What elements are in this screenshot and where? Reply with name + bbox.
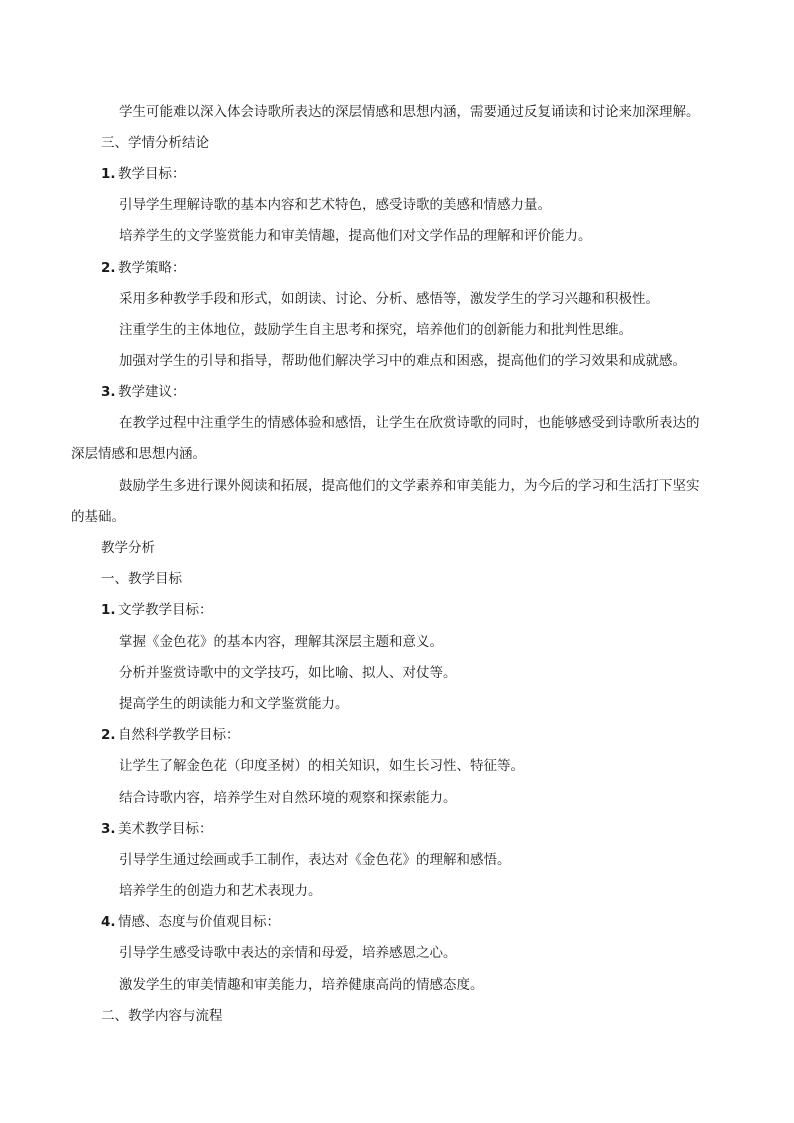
paragraph: 掌握《金色花》的基本内容，理解其深层主题和意义。 [119, 634, 443, 650]
paragraph: 加强对学生的引导和指导，帮助他们解决学习中的难点和困惑，提高他们的学习效果和成就感。 [119, 353, 686, 369]
numbered-heading [0, 258, 794, 278]
numbered-heading [0, 819, 794, 839]
paragraph: 让学生了解金色花（印度圣树）的相关知识，如生长习性、特征等。 [119, 758, 524, 774]
paragraph: 引导学生通过绘画或手工制作，表达对《金色花》的理解和感悟。 [119, 852, 511, 868]
paragraph: 培养学生的创造力和艺术表现力。 [119, 883, 322, 899]
numbered-heading [0, 725, 794, 745]
list-number: 3. [101, 384, 116, 400]
paragraph: 激发学生的审美情趣和审美能力，培养健康高尚的情感态度。 [119, 977, 484, 993]
paragraph: 在教学过程中注重学生的情感体验和感悟，让学生在欣赏诗歌的同时，也能够感受到诗歌所表达的 [119, 415, 700, 431]
paragraph: 分析并鉴赏诗歌中的文学技巧，如比喻、拟人、对仗等。 [119, 665, 457, 681]
paragraph: 学生可能难以深入体会诗歌所表达的深层情感和思想内涵，需要通过反复诵读和讨论来加深理解。 [119, 104, 700, 120]
numbered-heading [0, 912, 794, 932]
list-number: 2. [101, 260, 116, 276]
list-number: 4. [101, 914, 116, 930]
list-heading-text: 教学建议： [118, 384, 186, 400]
numbered-heading [0, 164, 794, 184]
section-heading: 二、教学内容与流程 [101, 1008, 223, 1024]
numbered-heading [0, 600, 794, 620]
list-heading-text: 教学目标： [118, 166, 186, 182]
list-number: 1. [101, 602, 116, 618]
paragraph: 提高学生的朗读能力和文学鉴赏能力。 [119, 696, 349, 712]
list-heading-text: 美术教学目标： [118, 821, 213, 837]
paragraph-continuation: 的基础。 [71, 509, 125, 525]
numbered-heading [0, 382, 794, 402]
paragraph: 注重学生的主体地位，鼓励学生自主思考和探究，培养他们的创新能力和批判性思维。 [119, 322, 632, 338]
paragraph: 引导学生感受诗歌中表达的亲情和母爱，培养感恩之心。 [119, 945, 457, 961]
section-heading: 教学分析 [101, 540, 155, 556]
list-heading-text: 情感、态度与价值观目标： [118, 914, 280, 930]
paragraph: 采用多种教学手段和形式，如朗读、讨论、分析、感悟等，激发学生的学习兴趣和积极性。 [119, 291, 659, 307]
paragraph: 引导学生理解诗歌的基本内容和艺术特色，感受诗歌的美感和情感力量。 [119, 197, 551, 213]
section-heading: 三、学情分析结论 [101, 135, 209, 151]
paragraph: 结合诗歌内容，培养学生对自然环境的观察和探索能力。 [119, 790, 457, 806]
paragraph: 鼓励学生多进行课外阅读和拓展，提高他们的文学素养和审美能力，为今后的学习和生活打下坚实 [119, 478, 700, 494]
paragraph: 培养学生的文学鉴赏能力和审美情趣，提高他们对文学作品的理解和评价能力。 [119, 228, 592, 244]
list-number: 2. [101, 727, 116, 743]
paragraph-continuation: 深层情感和思想内涵。 [71, 446, 206, 462]
list-heading-text: 文学教学目标： [118, 602, 213, 618]
section-heading: 一、教学目标 [101, 571, 182, 587]
list-heading-text: 教学策略： [118, 260, 186, 276]
list-number: 1. [101, 166, 116, 182]
list-heading-text: 自然科学教学目标： [118, 727, 240, 743]
list-number: 3. [101, 821, 116, 837]
